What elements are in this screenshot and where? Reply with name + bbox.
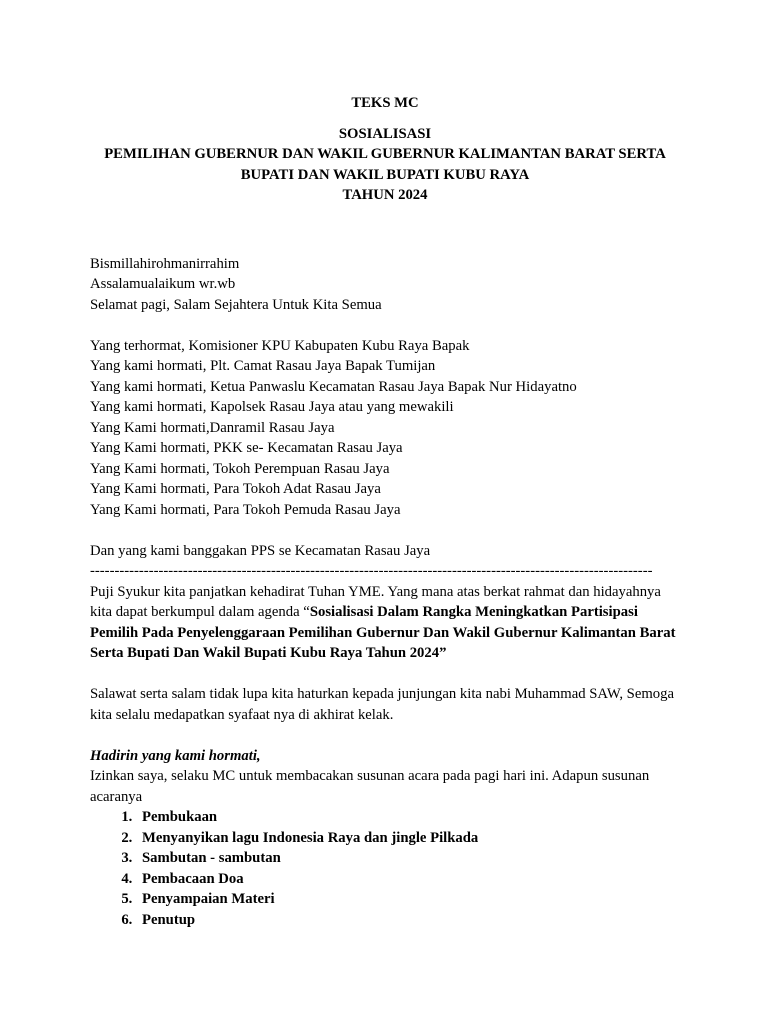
honorific-line: Yang kami hormati, Kapolsek Rasau Jaya atau yang mewakili [90,399,454,415]
honorific-line: Yang terhormat, Komisioner KPU Kabupaten Kubu Raya Bapak [90,337,470,354]
greeting-line: Bismillahirohmanirrahim [90,255,240,272]
honorifics-block [90,336,680,521]
salawat-paragraph: Salawat serta salam tidak lupa kita haturkan kepada junjungan kita nabi Muhammad SAW, Semoga kita selalu medapatkan syafaat nya di akhirat kelak. [90,686,674,723]
title-line-2: PEMILIHAN GUBERNUR DAN WAKIL GUBERNUR KALIMANTAN BARAT SERTA [104,146,666,162]
title-line-1: SOSIALISASI [338,125,432,142]
greeting-line: Assalamualaikum wr.wb [90,276,236,292]
agenda-item: 5. Penyampaian Materi [136,889,680,910]
honorific-line: Yang Kami hormati,Danramil Rasau Jaya [90,419,335,436]
greeting-line: Selamat pagi, Salam Sejahtera Untuk Kita Semua [90,296,382,313]
honorific-line: Yang Kami hormati, PKK se- Kecamatan Rasau Jaya [90,440,403,456]
title-line-4: TAHUN 2024 [342,187,428,203]
title-line-3: BUPATI DAN WAKIL BUPATI KUBU RAYA [240,166,530,183]
agenda-item: 1. Pembukaan [136,807,680,828]
honorific-line: Yang Kami hormati, Tokoh Perempuan Rasau Jaya [90,460,390,477]
greetings-block [90,254,680,316]
agenda-item: 4. Pembacaan Doa [136,869,680,890]
honorific-line: Yang Kami hormati, Para Tokoh Pemuda Rasau Jaya [90,501,401,518]
pride-line: Dan yang kami banggakan PPS se Kecamatan Rasau Jaya [90,542,431,559]
gratitude-intro: Puji Syukur kita panjatkan kehadirat Tuhan YME. Yang mana atas berkat rahmat dan hidayahnya kita dapat berkumpul dalam agenda “ [90,583,661,620]
section-divider: ------------------------------------------------------------------------------------------------------------------- [90,563,653,579]
hadirin-heading: Hadirin yang kami hormati, [90,747,261,764]
agenda-title: Sosialisasi Dalam Rangka Meningkatkan Partisipasi Pemilih Pada Penyelenggaraan Pemilihan Gubernur Dan Wakil Gubernur Kalimantan Barat Serta Bupati Dan Wakil Bupati Kubu Raya Tahun 2024” [90,604,676,661]
agenda-intro: Izinkan saya, selaku MC untuk membacakan susunan acara pada pagi hari ini. Adapun susunan acaranya [90,768,650,805]
gratitude-paragraph [90,582,680,664]
agenda-item: 6. Penutup [136,910,680,931]
agenda-item: 2. Menyanyikan lagu Indonesia Raya dan jingle Pilkada [136,828,680,849]
doc-type-heading: TEKS MC [351,95,419,111]
honorific-line: Yang kami hormati, Ketua Panwaslu Kecamatan Rasau Jaya Bapak Nur Hidayatno [90,378,577,395]
agenda-item: 3. Sambutan - sambutan [136,848,680,869]
agenda-list [90,807,680,930]
document-page [90,93,680,930]
honorific-line: Yang Kami hormati, Para Tokoh Adat Rasau Jaya [90,481,381,497]
honorific-line: Yang kami hormati, Plt. Camat Rasau Jaya Bapak Tumijan [90,358,436,374]
